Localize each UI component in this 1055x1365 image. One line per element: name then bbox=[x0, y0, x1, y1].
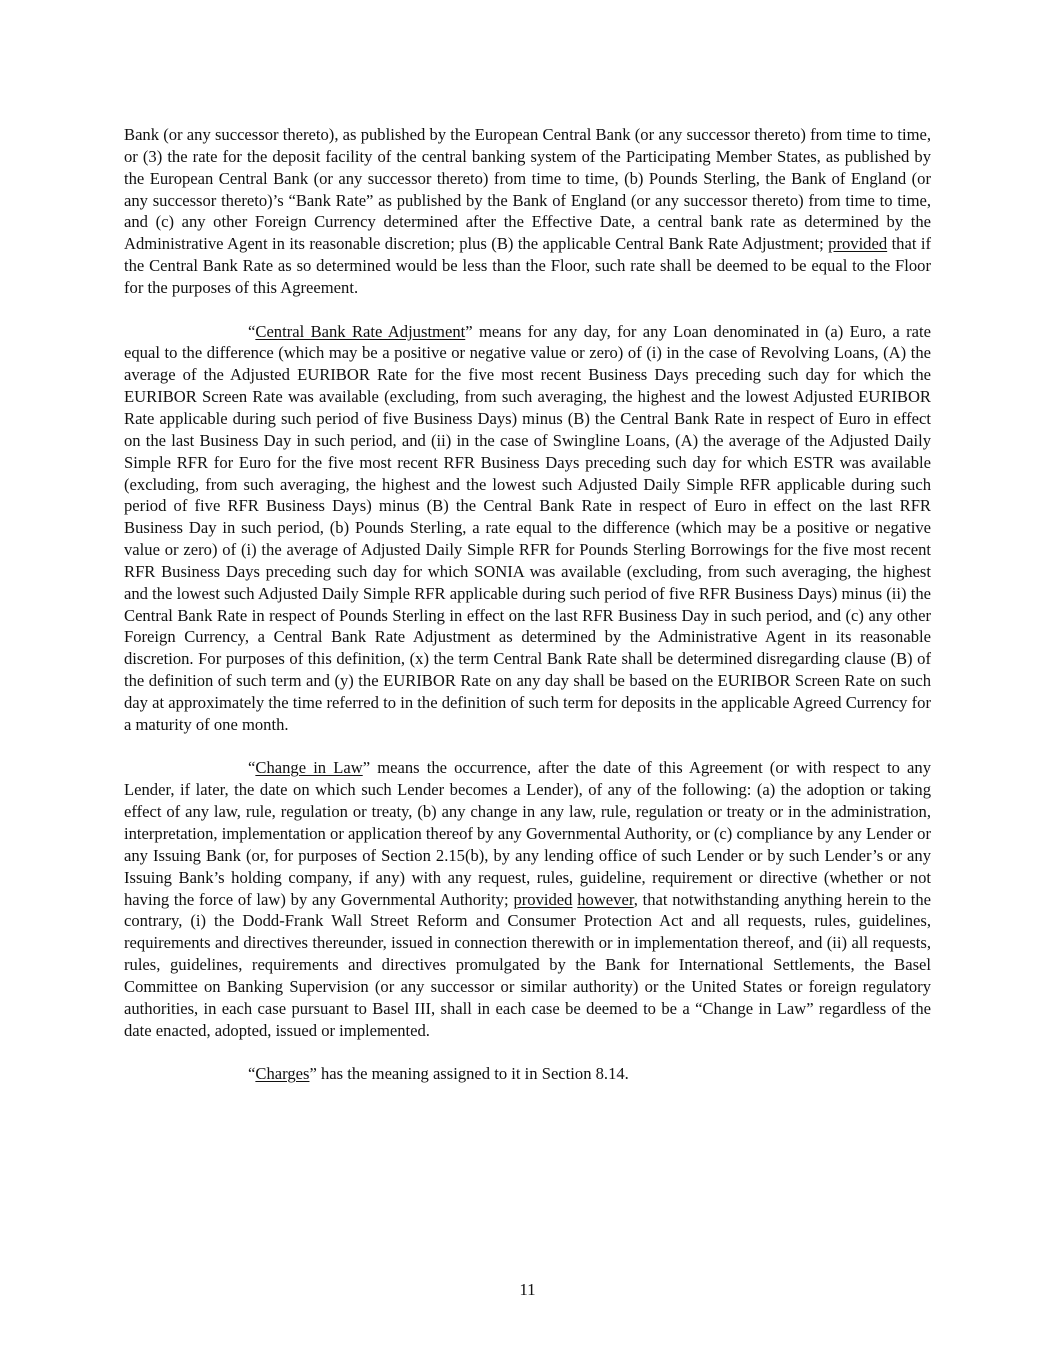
paragraph-text-end: that if the Central Bank Rate as so determined would be less than the Floor, such rate shall be deemed to be equal to the Floor for the purposes of this Agreement. bbox=[124, 234, 931, 297]
provided-underlined: provided bbox=[828, 234, 888, 254]
however-underlined: however bbox=[577, 889, 634, 909]
document-body bbox=[124, 124, 931, 1107]
open-quote: “ bbox=[248, 758, 256, 778]
open-quote: “ bbox=[248, 321, 256, 341]
definition-change-in-law bbox=[124, 757, 931, 1041]
definition-central-bank-rate-adjustment bbox=[124, 321, 931, 736]
definition-text: ” has the meaning assigned to it in Section 8.14. bbox=[309, 1064, 629, 1084]
paragraph-central-bank-rate-continued bbox=[124, 124, 931, 299]
defined-term: Central Bank Rate Adjustment bbox=[255, 321, 466, 341]
definition-charges bbox=[124, 1063, 931, 1085]
defined-term: Change in Law bbox=[255, 758, 363, 778]
definition-text: ” means the occurrence, after the date of this Agreement (or with respect to any Lender, if later, the date on which such Lender becomes a Lender), of any of the following: (a) the adoption or taking effect of any law, rule, regulation or treaty, (b) any change in any law, rule, regulation or treaty or in the administration, interpretation, implementation or application thereof by any Governmental Authority, or (c) compliance by any Lender or any Issuing Bank (or, for purposes of Section 2.15(b), by any lending office of such Lender or by such Lender’s or any Issuing Bank’s holding company, if any) with any request, rules, guideline, requirement or directive (whether or not having the force of law) by any Governmental Authority; bbox=[124, 758, 932, 909]
open-quote: “ bbox=[248, 1064, 256, 1084]
page-number: 11 bbox=[519, 1280, 536, 1299]
definition-text-end: , that notwithstanding anything herein to the contrary, (i) the Dodd-Frank Wall Street Reform and Consumer Protection Act and all requests, rules, guidelines, requirements and directives thereunder, issued in connection therewith or in implementation thereof, and (ii) all requests, rules, guidelines, requirements and directives promulgated by the Bank for International Settlements, the Basel Committee on Banking Supervision (or any successor or similar authority) or the United States or foreign regulatory authorities, in each case pursuant to Basel III, shall in each case be deemed to be a “Change in Law” regardless of the date enacted, adopted, issued or implemented. bbox=[124, 889, 931, 1040]
provided-underlined: provided bbox=[513, 889, 573, 909]
definition-text: ” means for any day, for any Loan denominated in (a) Euro, a rate equal to the difference (which may be a positive or negative value or zero) of (i) in the case of Revolving Loans, (A) the average of the Adjusted EURIBOR Rate for the five most recent Business Days preceding such day for which the EURIBOR Screen Rate was available (excluding, from such averaging, the highest and the lowest Adjusted EURIBOR Rate applicable during such period of five Business Days) minus (B) the Central Bank Rate in respect of Euro in effect on the last Business Day in such period, and (ii) in the case of Swingline Loans, (A) the average of the Adjusted Daily Simple RFR for Euro for the five most recent RFR Business Days preceding such day for which ESTR was available (excluding, from such averaging, the highest and the lowest such Adjusted Daily Simple RFR applicable during such period of five RFR Business Days) minus (B) the Central Bank Rate in respect of Euro in effect on the last RFR Business Day in such period, (b) Pounds Sterling, a rate equal to the difference (which may be a positive or negative value or zero) of (i) the average of Adjusted Daily Simple RFR for Pounds Sterling Borrowings for the five most recent RFR Business Days preceding such day for which SONIA was available (excluding, from such averaging, the highest and the lowest such Adjusted Daily Simple RFR applicable during such period of five RFR Business Days) minus (ii) the Central Bank Rate in respect of Pounds Sterling in effect on the last RFR Business Day in such period, and (c) any other Foreign Currency, a Central Bank Rate Adjustment as determined by the Administrative Agent in its reasonable discretion. For purposes of this definition, (x) the term Central Bank Rate shall be determined disregarding clause (B) of the definition of such term and (y) the EURIBOR Rate on any day shall be based on the EURIBOR Screen Rate on such day at approximately the time referred to in the definition of such term for deposits in the applicable Agreed Currency for a maturity of one month. bbox=[124, 321, 931, 734]
paragraph-text: Bank (or any successor thereto), as published by the European Central Bank (or any successor thereto) from time to time, or (3) the rate for the deposit facility of the central banking system of the Participating Member States, as published by the European Central Bank (or any successor thereto) from time to time, (b) Pounds Sterling, the Bank of England (or any successor thereto)’s “Bank Rate” as published by the Bank of England (or any successor thereto) from time to time, and (c) any other Foreign Currency determined after the Effective Date, a central bank rate as determined by the Administrative Agent in its reasonable discretion; plus (B) the applicable Central Bank Rate Adjustment; bbox=[124, 125, 931, 254]
defined-term: Charges bbox=[255, 1064, 310, 1084]
